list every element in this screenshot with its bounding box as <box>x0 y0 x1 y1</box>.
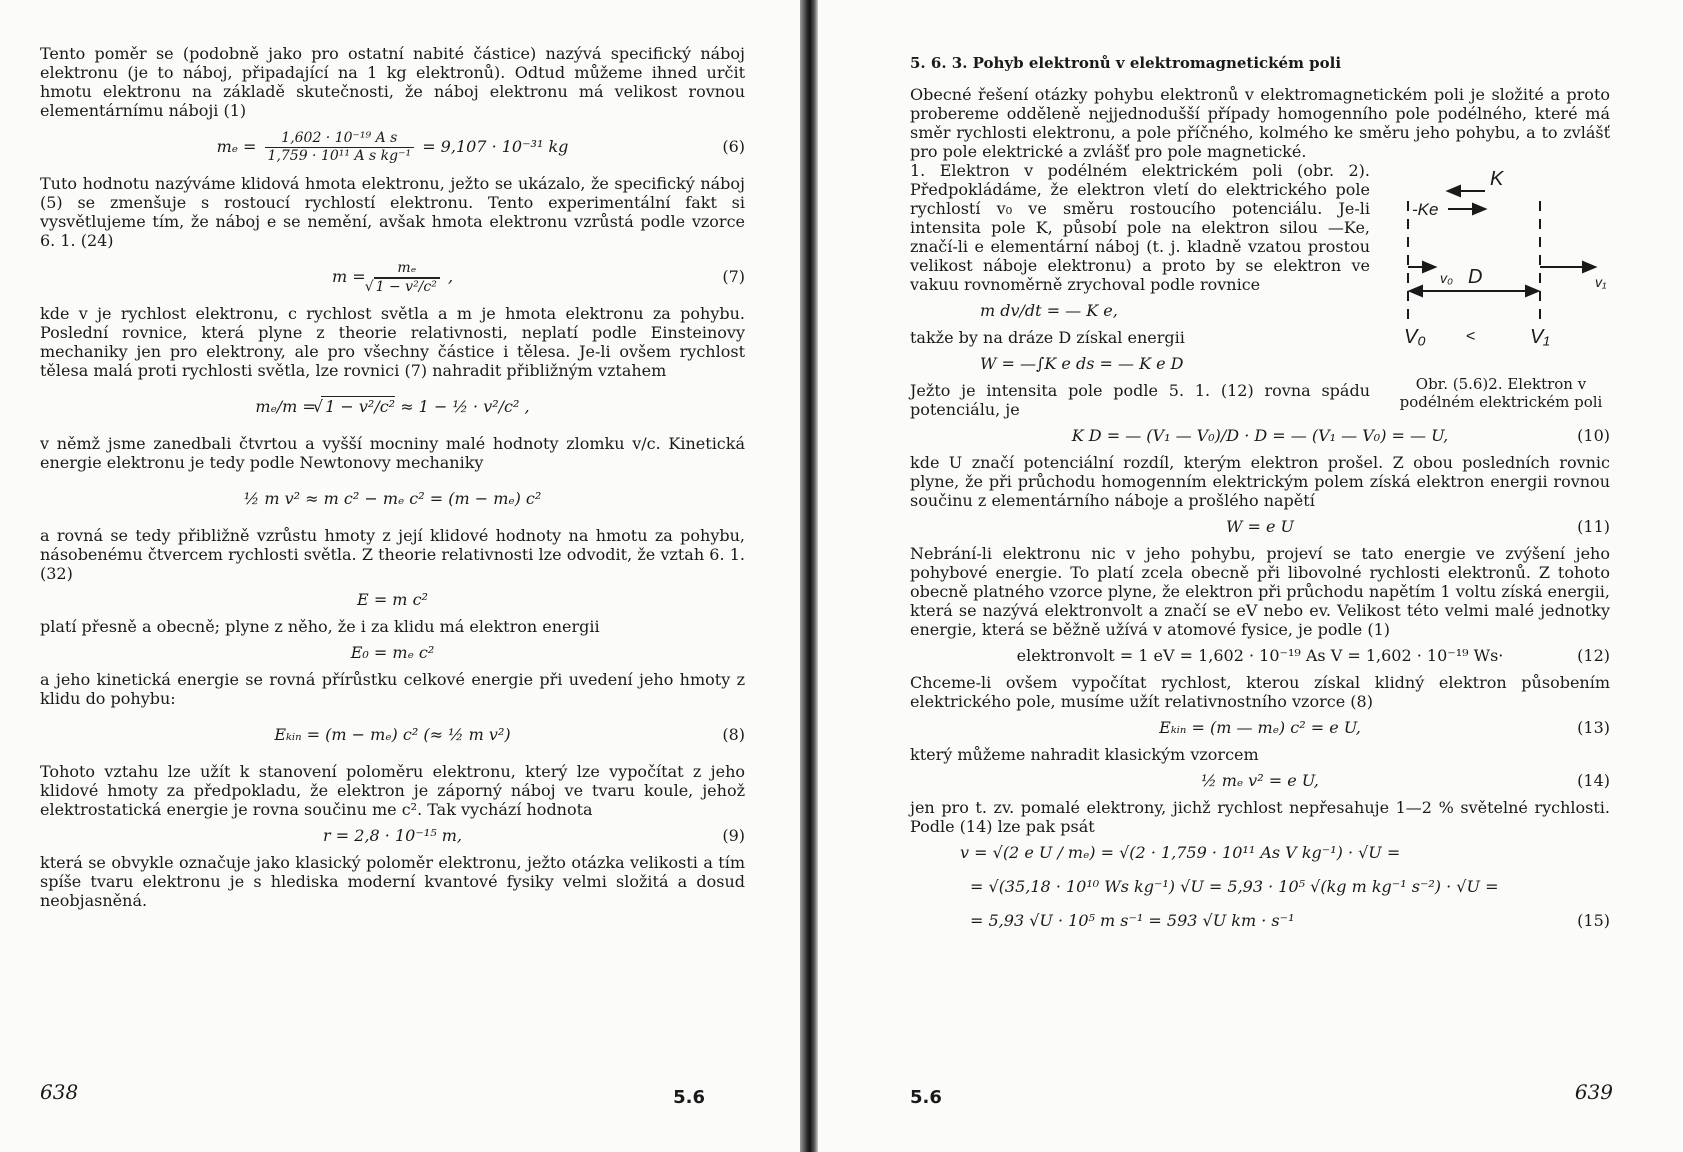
paragraph: 1. Elektron v podélném elektrickém poli (obr. 2). Předpokládáme, že elektron vletí do elektrického pole rychlostí v₀ ve směru rostoucího potenciálu. Je-li intensita pole K, působí pole na elektron silou —Ke, značí-li e elementární náboj (t. j. kladně vzatou prostou velikost náboje elektronu) a proto by se elektron ve vakuu rovnoměrně zrychoval podle rovnice <box>910 161 1370 294</box>
rest-energy-expression: E₀ = mₑ c² <box>350 643 435 662</box>
equation-number: (12) <box>1577 646 1610 665</box>
equation-8 <box>40 708 745 762</box>
equation-11 <box>910 510 1610 544</box>
label-v1: v₁ <box>1595 274 1607 290</box>
equation-number: (6) <box>722 137 745 156</box>
right-text-column <box>910 44 1610 938</box>
equation-10 <box>910 419 1610 453</box>
equation-number: (8) <box>722 725 745 744</box>
equation-energy <box>40 583 745 617</box>
label-V1: V₁ <box>1530 326 1550 348</box>
equation-motion <box>910 294 1370 328</box>
eq15-line1: v = √(2 e U / mₑ) = √(2 · 1,759 · 10¹¹ As V kg⁻¹) · √U = <box>960 843 1401 862</box>
eq10-expression: K D = — (V₁ — V₀)/D · D = — (V₁ — V₀) = — U, <box>1071 426 1449 445</box>
paragraph: Nebrání-li elektronu nic v jeho pohybu, projeví se tato energie ve zvýšení jeho pohybové energie. To platí zcela obecně při libovolné rychlosti elektronů. Z tohoto obecně platného vzorce plyne, že elektron při průchodu napětím 1 voltu získá energii, která se nazývá elektronvolt a značí se eV nebo ev. Velikost této velmi malé jednotky energie, která se běžně užívá v atomové fysice, je podle (1) <box>910 544 1610 639</box>
eq13-expression: Eₖᵢₙ = (m — mₑ) c² = e U, <box>1159 718 1361 737</box>
left-text-column <box>40 44 745 910</box>
eq7-fraction <box>374 260 440 296</box>
paragraph: a rovná se tedy přibližně vzrůstu hmoty z její klidové hodnoty na hmotu za pohybu, násobenému čtvercem rychlosti světla. Z theorie relativnosti lze odvodit, že vztah 6. 1. (32) <box>40 526 745 583</box>
eq7-numerator: mₑ <box>374 260 440 278</box>
paragraph: jen pro t. zv. pomalé elektrony, jichž rychlost nepřesahuje 1—2 % světelné rychlosti. Podle (14) lze pak psát <box>910 798 1610 836</box>
kinetic-expression: ½ m v² ≈ m c² − mₑ c² = (m − mₑ) c² <box>243 489 542 508</box>
equation-number: (14) <box>1577 771 1610 790</box>
right-page <box>818 0 1683 1152</box>
equation-number: (15) <box>1577 911 1610 930</box>
label-V0: V₀ <box>1404 326 1426 348</box>
paragraph: Tohoto vztahu lze užít k stanovení poloměru elektronu, který lze vypočítat z jeho klidové hmoty za předpokladu, že elektron je záporný náboj ve tvaru koule, jehož elektrostatická energie je rovna součinu me c². Tak vychází hodnota <box>40 762 745 819</box>
equation-number: (9) <box>722 826 745 845</box>
approx-rhs: ≈ 1 − ½ · v²/c² , <box>400 397 530 416</box>
paragraph: a jeho kinetická energie se rovná přírůstku celkové energie při uvedení jeho hmoty z klidu do pohybu: <box>40 670 745 708</box>
approx-root: √ 1 − v²/c² <box>321 396 395 416</box>
equation-12 <box>910 639 1610 673</box>
eq6-numerator: 1,602 · 10⁻¹⁹ A s <box>265 130 415 148</box>
eq11-expression: W = e U <box>1225 517 1295 536</box>
work-expression: W = —∫K e ds = — K e D <box>980 354 1184 373</box>
figure-row <box>910 161 1610 419</box>
eq6-denominator: 1,759 · 10¹¹ A s kg⁻¹ <box>267 148 412 164</box>
energy-expression: E = m c² <box>357 590 428 609</box>
label-K: K <box>1490 168 1504 190</box>
equation-number: (13) <box>1577 718 1610 737</box>
eq6-rhs: = 9,107 · 10⁻³¹ kg <box>422 137 569 156</box>
page-number: 639 <box>1574 1080 1613 1104</box>
paragraph: v němž jsme zanedbali čtvrtou a vyšší mocniny malé hodnoty zlomku v/c. Kinetická energie elektronu je tedy podle Newtonovy mechaniky <box>40 434 745 472</box>
eq14-expression: ½ mₑ v² = e U, <box>1201 771 1319 790</box>
motion-expression: m dv/dt = — K e, <box>980 301 1118 320</box>
equation-number: (10) <box>1577 426 1610 445</box>
eq7-rhs: , <box>447 267 454 286</box>
figure-electron-field <box>1390 161 1612 411</box>
eq7-denominator: √ 1 − v²/c² <box>374 278 440 296</box>
book-gutter <box>800 0 818 1152</box>
section-heading: 5. 6. 3. Pohyb elektronů v elektromagnetickém poli <box>910 54 1342 72</box>
paragraph: která se obvykle označuje jako klasický poloměr elektronu, ježto otázka velikosti a tím spíše tvaru elektronu je s hlediska moderní kvantové fysiky velmi složitá a dosud neobjasněná. <box>40 853 745 910</box>
figure-caption: Obr. (5.6)2. Elektron v podélném elektrickém poli <box>1399 375 1603 411</box>
figure-side-text <box>910 161 1370 419</box>
label-v0: v₀ <box>1440 270 1453 286</box>
eq15-line3: = 5,93 √U · 10⁵ m s⁻¹ = 593 √U km · s⁻¹ <box>970 911 1295 930</box>
equation-9 <box>40 819 745 853</box>
eq8-expression: Eₖᵢₙ = (m − mₑ) c² (≈ ½ m v²) <box>274 725 511 744</box>
equation-14 <box>910 764 1610 798</box>
eq6-fraction <box>265 130 415 165</box>
paragraph: takže by na dráze D získal energii <box>910 328 1185 347</box>
paragraph: Obecné řešení otázky pohybu elektronů v elektromagnetickém poli je složité a proto probereme odděleně nejjednodušší případy homogenního pole podélného, které má směr rychlosti elektronu, a pole příčného, kolmého ke směru jeho pohybu, a to zvlášť pro pole elektrické a zvlášť pro pole magnetické. <box>910 85 1610 161</box>
equation-7 <box>40 250 745 304</box>
equation-6 <box>40 120 745 174</box>
eq15-line2: = √(35,18 · 10¹⁰ Ws kg⁻¹) √U = 5,93 · 10⁵ √(kg m kg⁻¹ s⁻²) · √U = <box>970 877 1499 896</box>
eq6-lhs: mₑ = <box>216 137 257 156</box>
label-Ke: -Ke <box>1412 200 1439 219</box>
equation-15-line-3 <box>910 904 1610 938</box>
equation-13 <box>910 711 1610 745</box>
figure-diagram <box>1390 161 1612 371</box>
eq12-expression: elektronvolt = 1 eV = 1,602 · 10⁻¹⁹ As V = 1,602 · 10⁻¹⁹ Ws· <box>1016 646 1504 665</box>
paragraph: kde v je rychlost elektronu, c rychlost světla a m je hmota elektronu za pohybu. Poslední rovnice, která plyne z theorie relativnosti, neplatí podle Einsteinovy mechaniky jen pro elektrony, ale pro všechny částice i tělesa. Je-li ovšem rychlost tělesa malá proti rychlosti světla, lze rovnici (7) nahradit přibližným vztahem <box>40 304 745 380</box>
section-marker: 5.6 <box>910 1087 942 1108</box>
eq9-expression: r = 2,8 · 10⁻¹⁵ m, <box>323 826 462 845</box>
paragraph: kde U značí potenciální rozdíl, kterým elektron prošel. Z obou posledních rovnic plyne, že při průchodu homogenním elektrickým polem získá elektron energii rovnou součinu z elementárního náboje a prošlého napětí <box>910 453 1610 510</box>
equation-work <box>910 347 1370 381</box>
paragraph: Ježto je intensita pole podle 5. 1. (12) rovna spádu potenciálu, je <box>910 381 1370 419</box>
paragraph: platí přesně a obecně; plyne z něho, že i za klidu má elektron energii <box>40 617 600 636</box>
equation-number: (11) <box>1577 517 1610 536</box>
paragraph: Tento poměr se (podobně jako pro ostatní nabité částice) nazývá specifický náboj elektronu (je to náboj, připadající na 1 kg elektronů). Odtud můžeme ihned určit hmotu elektronu na základě skutečnosti, že náboj elektronu má velikost rovnou elementárnímu náboji (1) <box>40 44 745 120</box>
equation-kinetic <box>40 472 745 526</box>
paragraph: Tuto hodnotu nazýváme klidová hmota elektronu, ježto se ukázalo, že specifický náboj (5) se zmenšuje s rostoucí rychlostí elektronu. Tento experimentální fakt si vysvětlujeme tím, že náboj e se nemění, avšak hmota elektronu vzrůstá podle vzorce 6. 1. (24) <box>40 174 745 250</box>
approx-lhs: mₑ/m = <box>255 397 316 416</box>
paragraph: který můžeme nahradit klasickým vzorcem <box>910 745 1259 764</box>
equation-approx <box>40 380 745 434</box>
label-less-than: < <box>1466 328 1476 345</box>
page-number: 638 <box>40 1080 79 1104</box>
equation-rest-energy <box>40 636 745 670</box>
equation-number: (7) <box>722 267 745 286</box>
equation-15-line-2 <box>910 870 1610 904</box>
eq7-lhs: m = <box>331 267 366 286</box>
section-marker: 5.6 <box>673 1087 705 1108</box>
left-page <box>0 0 800 1152</box>
equation-15-line-1 <box>910 836 1610 870</box>
label-D: D <box>1468 266 1483 288</box>
paragraph: Chceme-li ovšem vypočítat rychlost, kterou získal klidný elektron působením elektrického pole, musíme užít relativnostního vzorce (8) <box>910 673 1610 711</box>
